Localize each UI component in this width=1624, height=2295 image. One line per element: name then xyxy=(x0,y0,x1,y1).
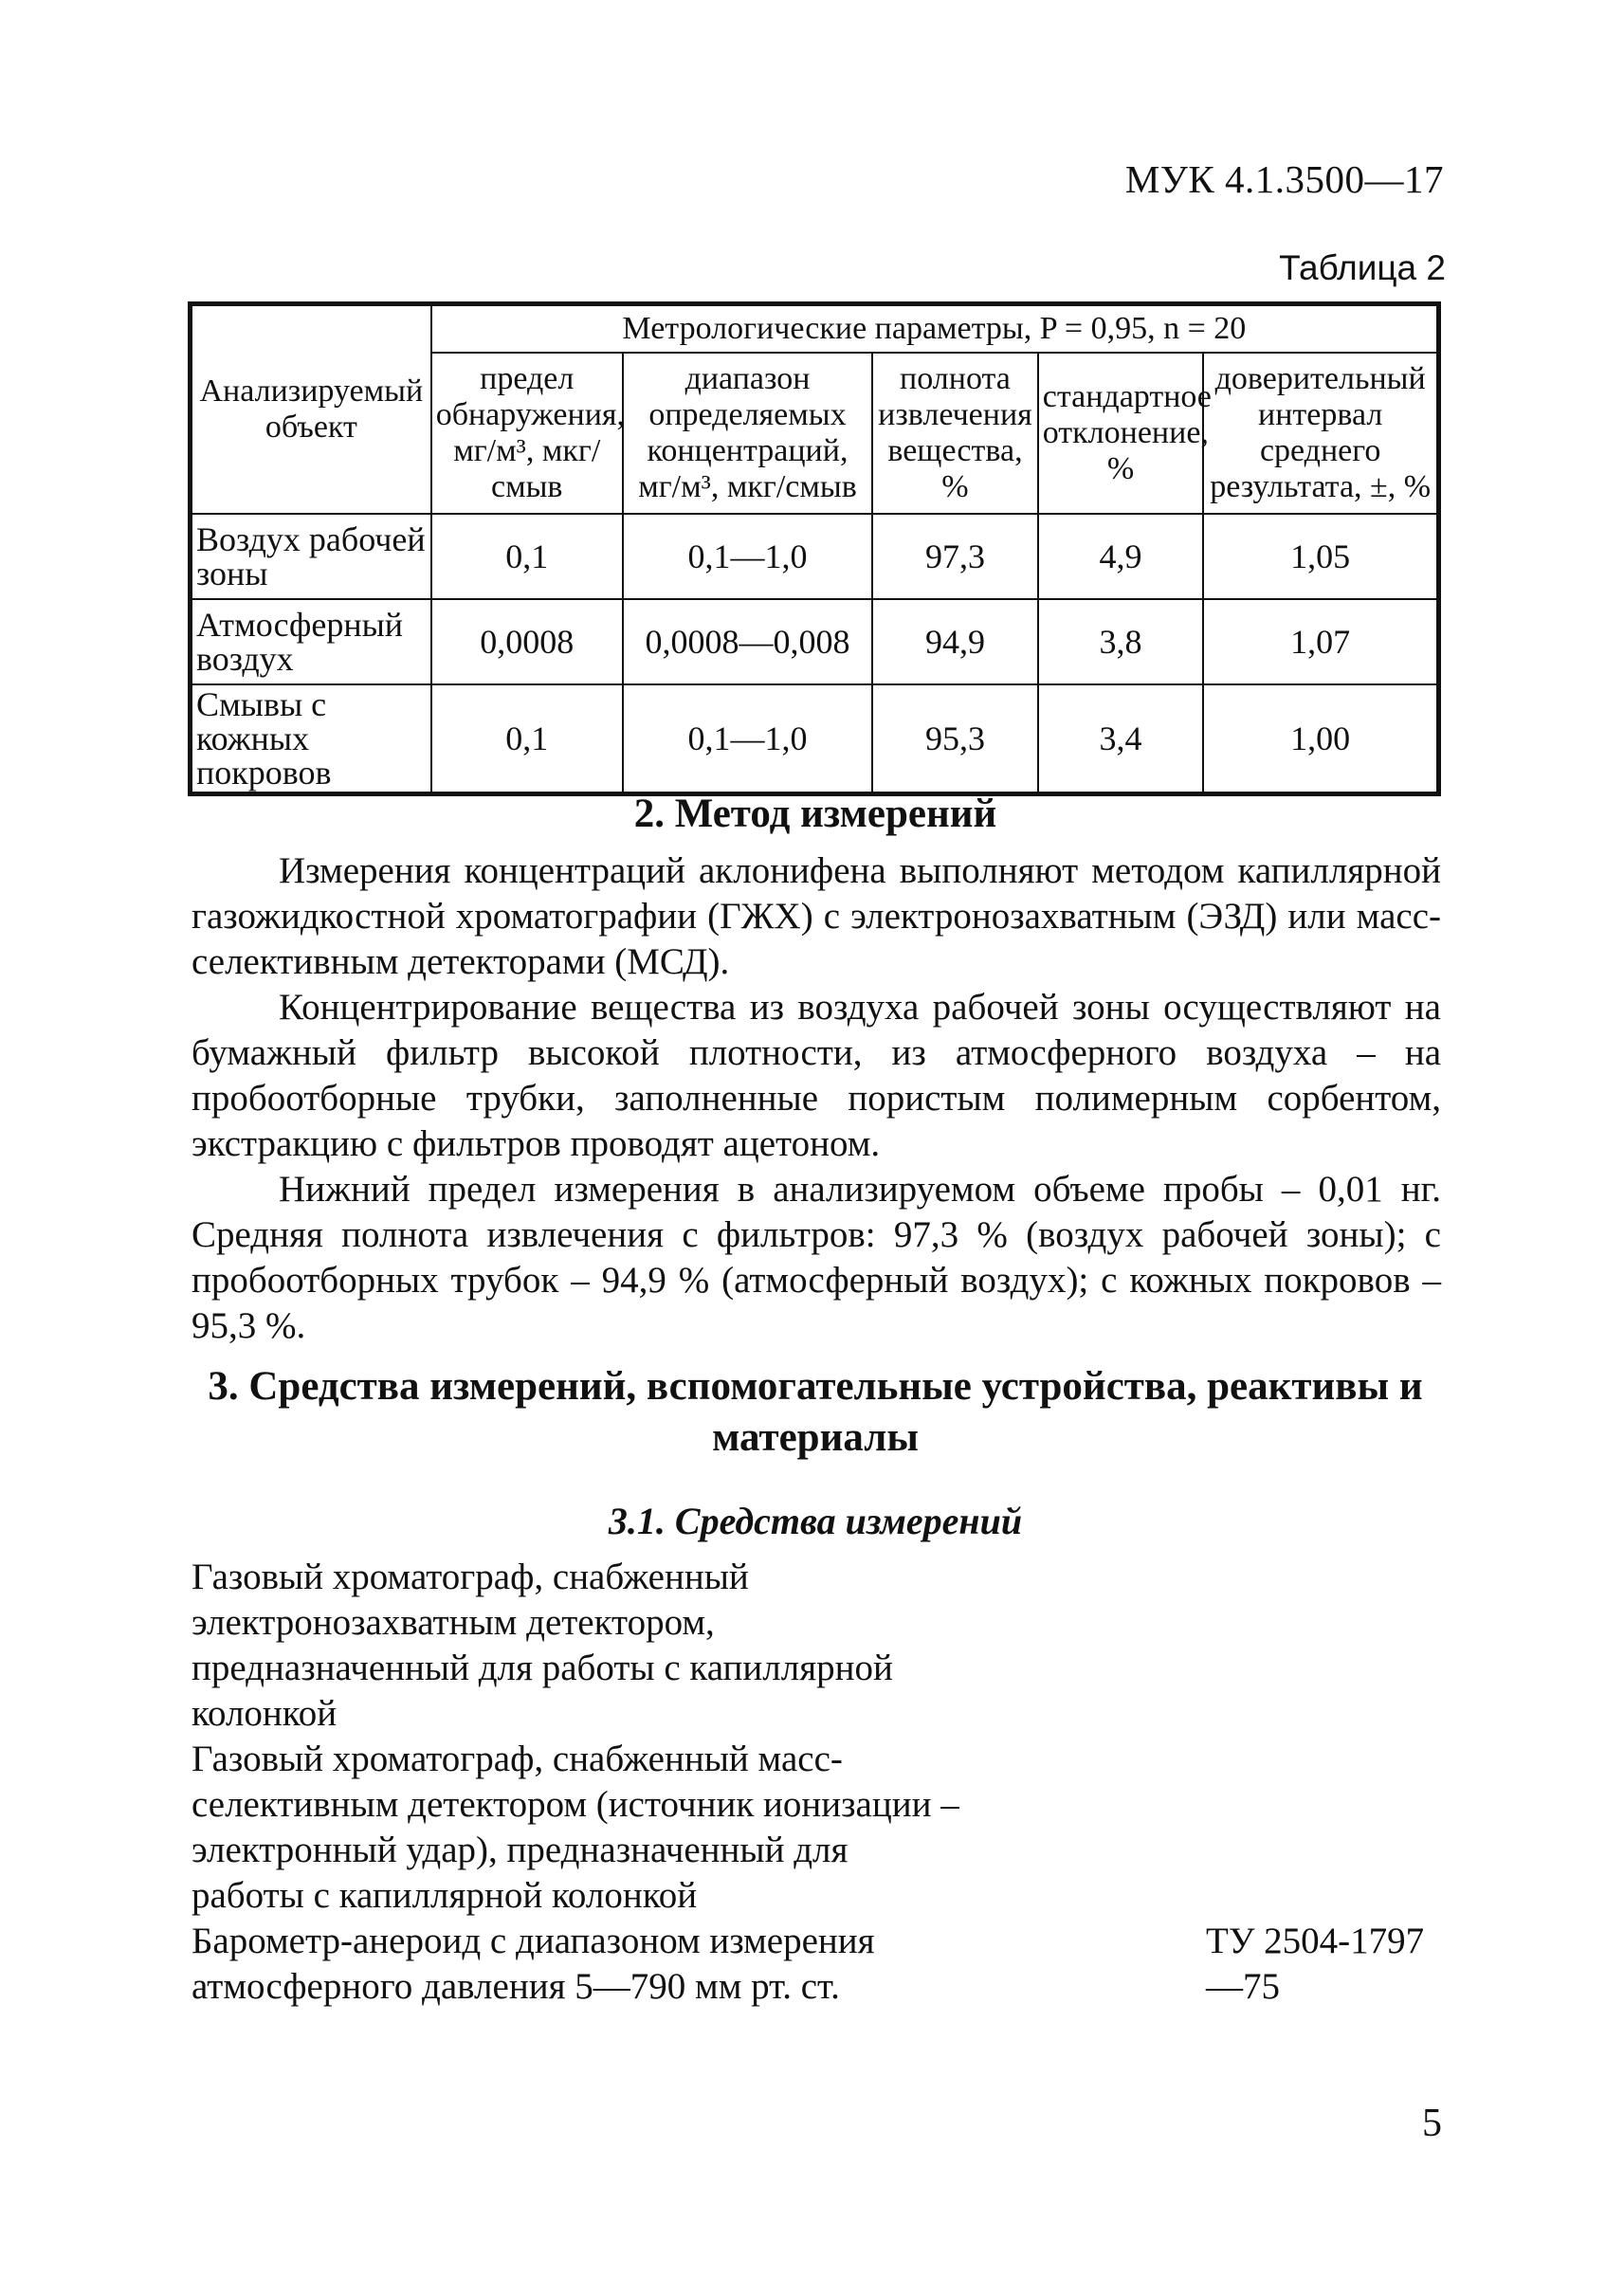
table-cell: 0,0008—0,008 xyxy=(623,599,872,684)
item-name: Газовый хроматограф, снабженный электронозахватным детектором, предназначенный для работы с капиллярной колонкой xyxy=(192,1557,893,1734)
table-cell: 1,00 xyxy=(1203,684,1438,794)
table-cell: 97,3 xyxy=(872,514,1038,599)
page-number: 5 xyxy=(1422,2102,1442,2145)
table-row xyxy=(191,684,1439,794)
item-standard: ТУ 2504-1797—75 xyxy=(1206,1921,1425,2007)
section-3-title: 3. Средства измерений, вспомогательные устройства, реактивы и материалы xyxy=(208,1364,1423,1460)
item-name: Газовый хроматограф, снабженный масс-селективным детектором (источник ионизации – электронный удар), предназначенный для работы с капиллярной колонкой xyxy=(192,1739,959,1916)
paragraph: Концентрирование вещества из воздуха рабочей зоны осуществляют на бумажный фильтр высокой плотности, из атмосферного воздуха – на пробоотборные трубки, заполненные пористым полимерным сорбентом, экстракцию с фильтров проводят ацетоном. xyxy=(192,987,1441,1164)
list-item xyxy=(192,1555,1441,1737)
table-cell: 1,05 xyxy=(1203,514,1438,599)
row-object: Воздух рабочей зоны xyxy=(191,514,431,599)
table-cell: 0,1 xyxy=(431,684,623,794)
table-cell: 4,9 xyxy=(1038,514,1204,599)
table-cell: 95,3 xyxy=(872,684,1038,794)
column-header: полнота извлечения вещества, % xyxy=(872,353,1038,514)
table-caption: Таблица 2 xyxy=(1279,248,1446,287)
subsection-3-1-title: 3.1. Средства измерений xyxy=(608,1500,1023,1542)
table-row xyxy=(191,599,1439,684)
row-object: Атмосферный воздух xyxy=(191,599,431,684)
column-header: доверительный интервал среднего результата, ±, % xyxy=(1203,353,1438,514)
table-cell: 0,1 xyxy=(431,514,623,599)
list-item xyxy=(192,1919,1441,2010)
group-header: Метрологические параметры, P = 0,95, n = 20 xyxy=(431,304,1439,354)
document-code: МУК 4.1.3500—17 xyxy=(1124,157,1444,201)
item-name: Барометр-анероид с диапазоном измерения атмосферного давления 5—790 мм рт. ст. xyxy=(192,1921,875,2007)
list-item xyxy=(192,1737,1441,1919)
table-cell: 3,4 xyxy=(1038,684,1204,794)
table-cell: 3,8 xyxy=(1038,599,1204,684)
column-header: диапазон определяемых концентраций, мг/м³, мкг/смыв xyxy=(623,353,872,514)
metrology-table xyxy=(188,301,1441,796)
section-2-title: 2. Метод измерений xyxy=(633,792,997,836)
table-cell: 0,1—1,0 xyxy=(623,684,872,794)
table-cell: 1,07 xyxy=(1203,599,1438,684)
row-object: Смывы с кожных покровов xyxy=(191,684,431,794)
column-header: стандартное отклонение, % xyxy=(1038,353,1204,514)
object-column-header: Анализируемый объект xyxy=(191,304,431,515)
column-header: предел обнаружения, мг/м³, мкг/смыв xyxy=(431,353,623,514)
table-cell: 0,0008 xyxy=(431,599,623,684)
paragraph: Нижний предел измерения в анализируемом объеме пробы – 0,01 нг. Средняя полнота извлечения с фильтров: 97,3 % (воздух рабочей зоны); с пробоотборных трубок – 94,9 % (атмосферный воздух); с кожных покровов – 95,3 %. xyxy=(192,1169,1441,1346)
section-2-body xyxy=(192,848,1441,1349)
instruments-list xyxy=(192,1555,1441,2010)
table-cell: 0,1—1,0 xyxy=(623,514,872,599)
paragraph: Измерения концентраций аклонифена выполняют методом капиллярной газожидкостной хроматографии (ГЖХ) с электронозахватным (ЭЗД) или масс-селективным детекторами (МСД). xyxy=(192,850,1441,982)
table-cell: 94,9 xyxy=(872,599,1038,684)
table-row xyxy=(191,514,1439,599)
